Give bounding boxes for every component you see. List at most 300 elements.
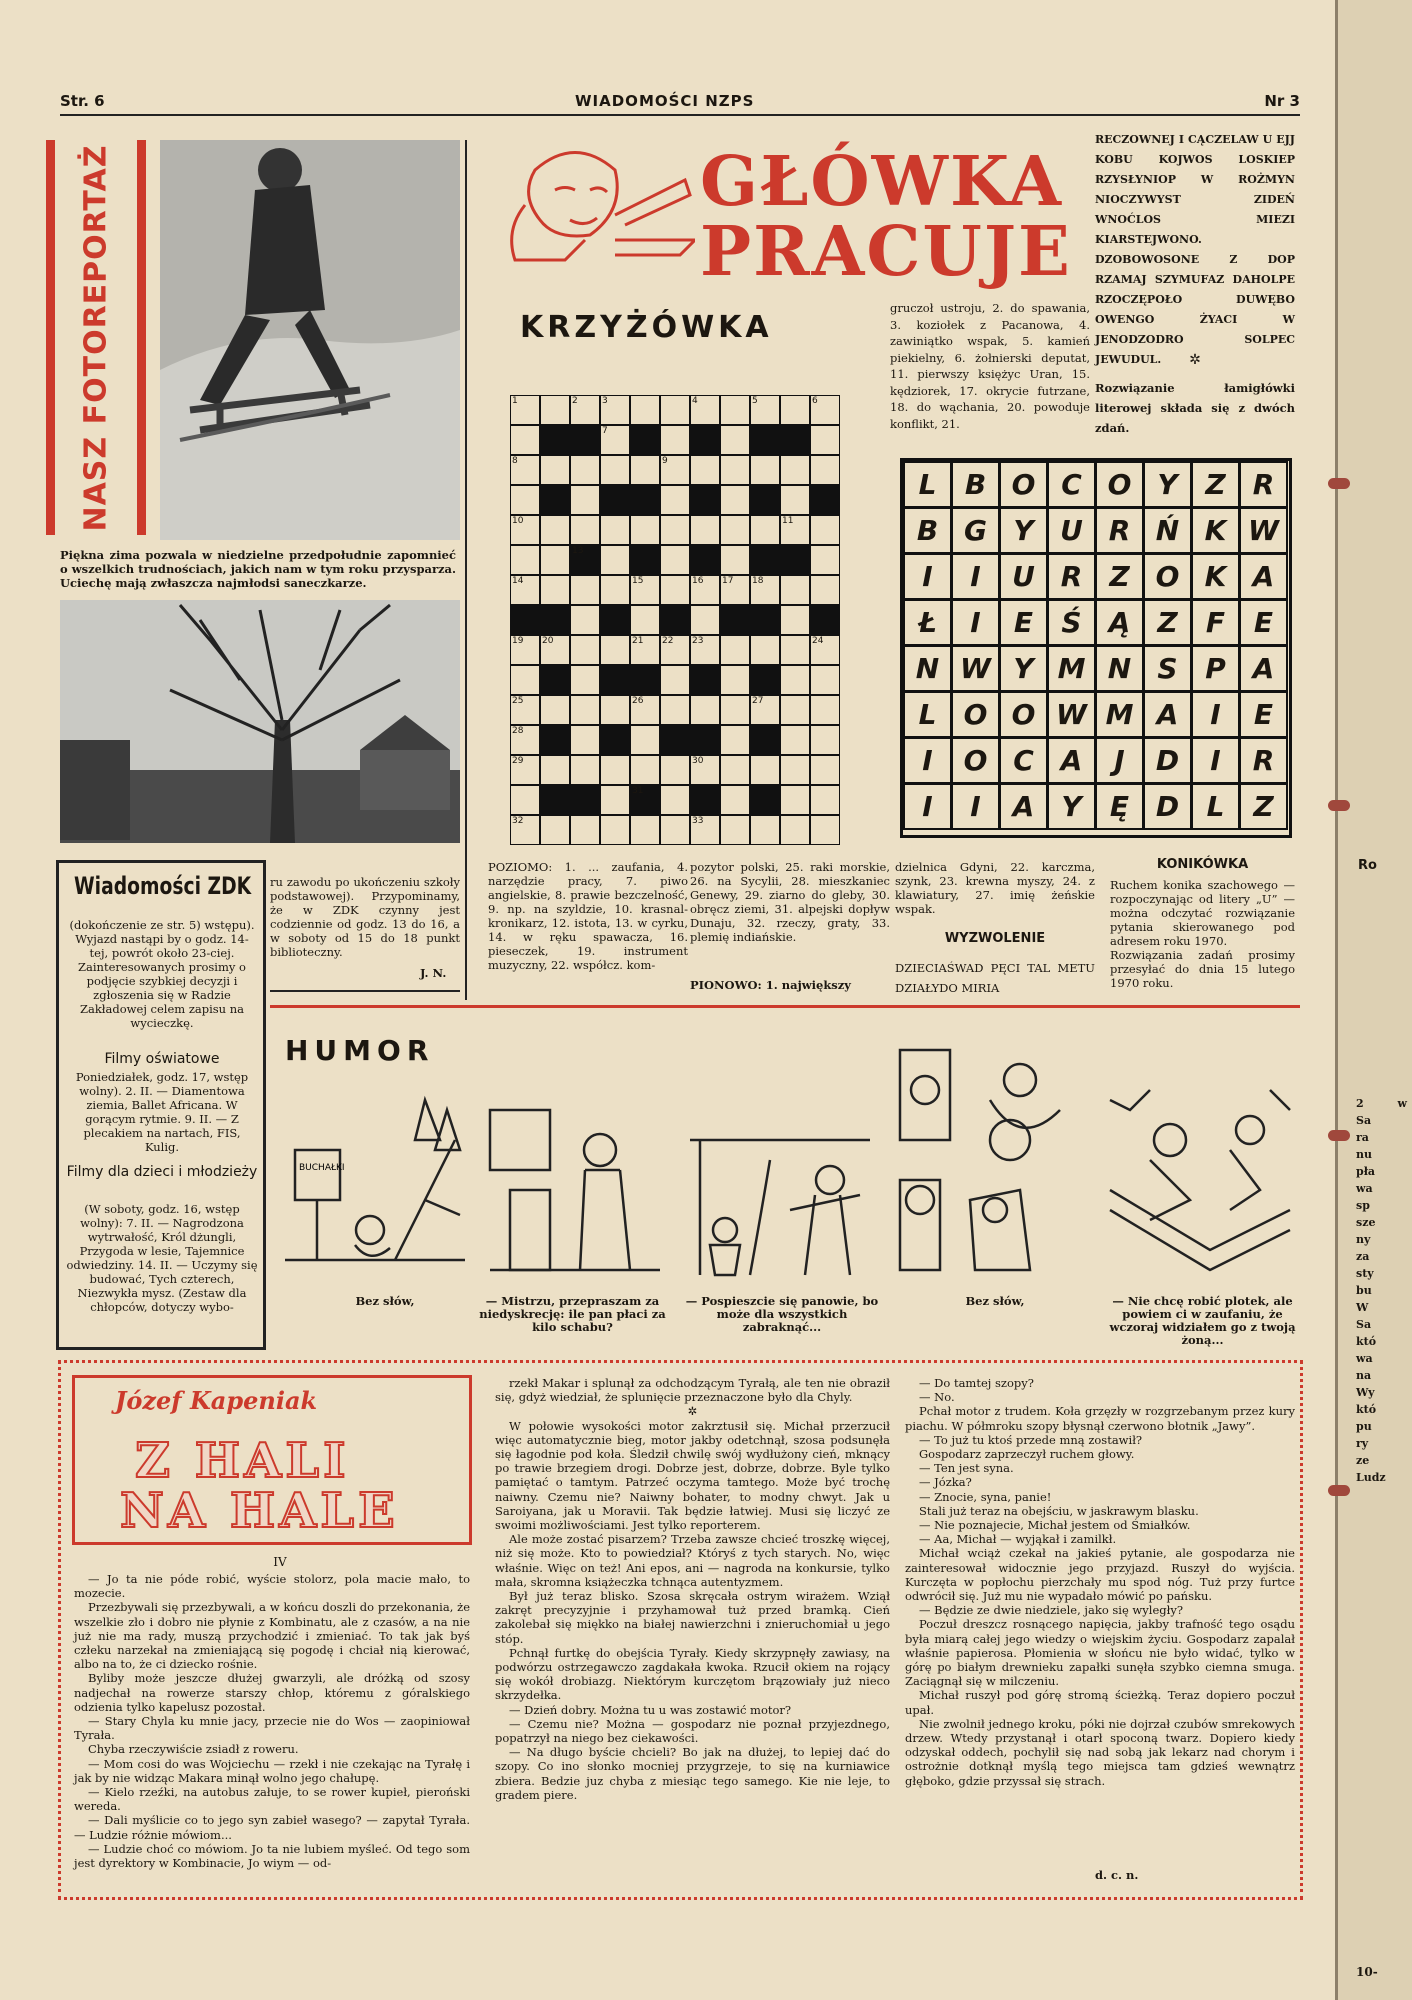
- letter-cell[interactable]: Ł: [903, 599, 952, 646]
- humor-caption-1: Bez słów,: [355, 1294, 415, 1308]
- letter-cell[interactable]: I: [951, 783, 1000, 830]
- letter-cell[interactable]: K: [1191, 553, 1240, 600]
- issue-number: Nr 3: [1264, 92, 1300, 110]
- letter-cell[interactable]: F: [1191, 599, 1240, 646]
- thinker-drawing: [495, 140, 695, 270]
- crossword-cell[interactable]: [690, 695, 720, 725]
- letter-cell[interactable]: I: [903, 783, 952, 830]
- crossword-cell[interactable]: [630, 395, 660, 425]
- letter-cell[interactable]: I: [1191, 737, 1240, 784]
- crossword-cell[interactable]: [780, 665, 810, 695]
- crossword-block: [690, 425, 720, 455]
- crossword-number: 21: [632, 636, 644, 646]
- cipher-star: ✲: [1189, 352, 1201, 368]
- svg-text:BUCHAŁKI: BUCHAŁKI: [299, 1163, 345, 1173]
- zdk-sign: J. N.: [420, 966, 447, 980]
- letter-cell[interactable]: Ń: [1143, 507, 1192, 554]
- crossword-block: [600, 485, 630, 515]
- binder-hole: [1328, 1485, 1350, 1496]
- crossword-cell[interactable]: [660, 755, 690, 785]
- crossword-number: 15: [632, 576, 644, 586]
- crossword-cell[interactable]: [720, 635, 750, 665]
- crossword-block: [750, 545, 780, 575]
- crossword-cell[interactable]: [660, 545, 690, 575]
- crossword-cell[interactable]: [570, 755, 600, 785]
- crossword-cell[interactable]: [750, 815, 780, 845]
- letter-cell[interactable]: R: [1239, 461, 1288, 508]
- header-rule: [60, 114, 1300, 116]
- story-paragraph: W połowie wysokości motor zakrztusił się. Michał przerzucił więc automatycznie bieg, motor jakby odetchnął, szosa podsunęła się łagodnie pod koła. Śledził chwilę swój wydłużony cień, mknący po trawie brzegiem drogi. Dobrze jest, dobrze, dobrze. Byle tylko pamiętać o tamtym. Patrzeć oczyma tamtego. Może być trochę naiwny. Czemu nie? Naiwny bohater, to modny chwyt. Jak u Saroiyana, jak u Moravii. Tak będzie łatwiej. Musi się liczyć ze swoimi możliwościami. Jest tylko reporterem.: [495, 1418, 890, 1533]
- letter-cell[interactable]: G: [951, 507, 1000, 554]
- story-title-1: Z HALI: [135, 1433, 350, 1489]
- crossword-cell[interactable]: [780, 455, 810, 485]
- crossword-cell[interactable]: [540, 695, 570, 725]
- crossword-cell[interactable]: [690, 515, 720, 545]
- crossword-number: 3: [602, 396, 608, 406]
- humor-caption-3: — Pospieszcie się panowie, bo może dla wszystkich zabraknąć...: [685, 1294, 879, 1334]
- crossword-cell[interactable]: [810, 665, 840, 695]
- letter-cell[interactable]: O: [951, 737, 1000, 784]
- letter-cell[interactable]: Y: [1047, 783, 1096, 830]
- zdk-col2-rule: [270, 990, 460, 992]
- clues-pionowo-top: gruczoł ustroju, 2. do spawania, 3. koziołek z Pacanowa, 4. zawiniątko wspak, 5. kamień piekielny, 6. żołnierski deputat, 11. pierwszy księżyc Uran, 15. kędziorek, 17. okrycie futrzane, 18. do wąchania, 20. powoduje konflikt, 21.: [890, 301, 1090, 431]
- crossword-cell[interactable]: [780, 695, 810, 725]
- zdk-col2: ru zawodu po ukończeniu szkoły podstawowej). Przypominamy, że w ZDK czynny jest codziennie od godz. 13 do 16, a w soboty od 15 do 18 punkt biblioteczny.: [270, 875, 460, 959]
- crossword-block: [750, 725, 780, 755]
- photo-caption: Piękna zima pozwala w niedzielne przedpołudnie zapomnieć o wszelkich trudnościach, jakich nam w tym roku przysparza. Uciechę mają zwłaszcza najmłodsi saneczkarze.: [60, 548, 456, 590]
- crossword-cell[interactable]: [720, 395, 750, 425]
- letter-cell[interactable]: E: [999, 599, 1048, 646]
- crossword-cell[interactable]: [750, 635, 780, 665]
- story-chapter: IV: [273, 1555, 287, 1569]
- letter-cell[interactable]: B: [951, 461, 1000, 508]
- crossword-number: 1: [512, 396, 518, 406]
- crossword-block: [660, 605, 690, 635]
- story-paragraph: — Na długo byście chcieli? Bo jak na dłużej, to lepiej dać do szopy. Co ino słonko mocniej przygrzeje, to się na kurniawice zbiera. Bedzie juz chyba z miesiąc tego samego. Kie nie leje, to gradem piere.: [495, 1745, 890, 1802]
- crossword-cell[interactable]: [630, 755, 660, 785]
- letter-cell[interactable]: Y: [999, 645, 1048, 692]
- letter-cell[interactable]: C: [1047, 461, 1096, 508]
- crossword-number: 11: [782, 516, 794, 526]
- crossword-cell[interactable]: [810, 575, 840, 605]
- crossword-cell[interactable]: [720, 545, 750, 575]
- clues-pionowo: PIONOWO: 1. największy: [690, 978, 851, 992]
- crossword-cell[interactable]: [540, 515, 570, 545]
- crossword-number: 31: [632, 786, 644, 796]
- letter-cell[interactable]: I: [951, 599, 1000, 646]
- story-paragraph: Michał ruszył pod górę stromą ścieżką. Teraz dopiero poczuł upał.: [905, 1688, 1295, 1717]
- crossword-cell[interactable]: [600, 785, 630, 815]
- crossword-block: [690, 785, 720, 815]
- crossword-cell[interactable]: [630, 455, 660, 485]
- letter-cell[interactable]: P: [1191, 645, 1240, 692]
- konikowka-deadline: Rozwiązania zadań prosimy przesyłać do dnia 15 lutego 1970 roku.: [1110, 948, 1295, 990]
- story-paragraph: Przezbywali się przezbywali, a w końcu doszli do przekonania, że wszelkie zło i dobro nie płynie z Kombinatu, ale z czasów, a na nie już nie ma rady, muszą przychodzić i zmieniać. To tak jak byś człeku narzekał na zmieniającą się pogodę i chciał nią kierować, albo na to, że ci dziecko rośnie.: [74, 1600, 470, 1672]
- crossword-cell[interactable]: [810, 725, 840, 755]
- story-paragraph: — Ten jest syna.: [919, 1461, 1014, 1476]
- crossword-block: [750, 605, 780, 635]
- binder-hole: [1328, 478, 1350, 489]
- crossword-number: 22: [662, 636, 674, 646]
- crossword-block: [810, 605, 840, 635]
- humor-top-rule: [270, 1005, 1300, 1008]
- letter-cell[interactable]: E: [1239, 599, 1288, 646]
- edge-text-strip: 2 w Sa ra nu pła wa sp sze ny za sty bu W Sa któ wa na Wy któ pu ry ze Ludz: [1356, 1097, 1407, 1484]
- edge-text-bottom: 10-: [1356, 1965, 1378, 1979]
- crossword-cell[interactable]: [750, 515, 780, 545]
- letter-cell[interactable]: L: [903, 461, 952, 508]
- crossword-cell[interactable]: [540, 755, 570, 785]
- crossword-number: 24: [812, 636, 824, 646]
- crossword-cell[interactable]: [810, 425, 840, 455]
- story-paragraph: — Dzień dobry. Można tu u was zostawić motor?: [509, 1702, 792, 1717]
- letter-cell[interactable]: O: [1143, 553, 1192, 600]
- crossword-cell[interactable]: [510, 545, 540, 575]
- humor-caption-2: — Mistrzu, przepraszam za niedyskrecję: ile pan płaci za kilo schabu?: [479, 1294, 666, 1334]
- letter-cell[interactable]: E: [1239, 691, 1288, 738]
- crossword-cell[interactable]: [570, 695, 600, 725]
- crossword-cell[interactable]: [720, 815, 750, 845]
- story-sign: d. c. n.: [1095, 1868, 1139, 1882]
- letter-cell[interactable]: B: [903, 507, 952, 554]
- letter-cell[interactable]: M: [1047, 645, 1096, 692]
- crossword-cell[interactable]: [660, 425, 690, 455]
- letter-cell[interactable]: R: [1095, 507, 1144, 554]
- cartoon-2: [480, 1090, 670, 1280]
- letter-cell[interactable]: W: [1047, 691, 1096, 738]
- crossword-cell[interactable]: [810, 815, 840, 845]
- crossword-cell[interactable]: [660, 785, 690, 815]
- crossword-cell[interactable]: [720, 665, 750, 695]
- glowka-title-1: GŁÓWKA: [700, 142, 1064, 222]
- crossword-cell[interactable]: [720, 755, 750, 785]
- crossword-block: [810, 485, 840, 515]
- letter-cell[interactable]: O: [999, 461, 1048, 508]
- crossword-number: 26: [632, 696, 644, 706]
- red-bar: [137, 140, 146, 535]
- crossword-cell[interactable]: [540, 395, 570, 425]
- letter-cell[interactable]: R: [1239, 737, 1288, 784]
- crossword-cell[interactable]: [780, 605, 810, 635]
- crossword-cell[interactable]: [570, 725, 600, 755]
- paper-title: WIADOMOŚCI NZPS: [575, 92, 755, 110]
- crossword-block: [570, 785, 600, 815]
- crossword-number: 8: [512, 456, 518, 466]
- crossword-cell[interactable]: [750, 455, 780, 485]
- crossword-cell[interactable]: [810, 755, 840, 785]
- letter-cell[interactable]: I: [951, 553, 1000, 600]
- crossword-cell[interactable]: [780, 395, 810, 425]
- story-paragraph: — Józka?: [919, 1475, 972, 1490]
- letter-cell[interactable]: Ą: [1095, 599, 1144, 646]
- crossword-cell[interactable]: [630, 515, 660, 545]
- letter-cell[interactable]: Z: [1143, 599, 1192, 646]
- crossword-cell[interactable]: [510, 425, 540, 455]
- binder-hole: [1328, 1130, 1350, 1141]
- story-paragraph: — Dali myślicie co to jego syn zabieł wasego? — zapytał Tyrała. — Ludzie różnie mówiom...: [74, 1813, 470, 1842]
- crossword-cell[interactable]: [600, 755, 630, 785]
- story-paragraph: — Aa, Michał — wyjąkał i zamilkł.: [919, 1532, 1117, 1547]
- letter-cell[interactable]: I: [903, 553, 952, 600]
- letter-cell[interactable]: Z: [1095, 553, 1144, 600]
- crossword-cell[interactable]: [720, 785, 750, 815]
- crossword-cell[interactable]: [720, 455, 750, 485]
- crossword-cell[interactable]: [540, 575, 570, 605]
- letter-cell[interactable]: I: [1191, 691, 1240, 738]
- crossword-cell[interactable]: [750, 755, 780, 785]
- crossword-cell[interactable]: [780, 725, 810, 755]
- crossword-number: 30: [692, 756, 704, 766]
- crossword-cell[interactable]: [660, 395, 690, 425]
- story-paragraph: — Mom cosi do was Wojciechu — rzekł i nie czekając na Tyrałę i jak by nie widząc Makara minął wolno jego chałupę.: [74, 1756, 470, 1785]
- crossword-cell[interactable]: [600, 815, 630, 845]
- letter-cell[interactable]: A: [1047, 737, 1096, 784]
- crossword-block: [630, 545, 660, 575]
- crossword-number: 16: [692, 576, 704, 586]
- story-paragraph: — Stary Chyla ku mnie jacy, przecie nie do Wos — zaopiniował Tyrała.: [74, 1714, 470, 1743]
- crossword-cell[interactable]: [570, 605, 600, 635]
- letter-cell[interactable]: Y: [999, 507, 1048, 554]
- crossword-number: 10: [512, 516, 524, 526]
- letter-cell[interactable]: A: [1239, 645, 1288, 692]
- letter-cell[interactable]: C: [999, 737, 1048, 784]
- letter-cell[interactable]: A: [1143, 691, 1192, 738]
- letter-cell[interactable]: N: [903, 645, 952, 692]
- story-paragraph: Gospodarz zaprzeczył ruchem głowy.: [919, 1447, 1135, 1462]
- humor-caption-4: Bez słów,: [965, 1294, 1025, 1308]
- humor-caption-5: — Nie chcę robić plotek, ale powiem ci w zaufaniu, że wczoraj widziałem go z twoją żoną...: [1109, 1294, 1296, 1347]
- letter-cell[interactable]: J: [1095, 737, 1144, 784]
- konikowka-title: KONIKÓWKA: [1156, 857, 1249, 872]
- crossword-cell[interactable]: [720, 695, 750, 725]
- crossword-number: 33: [692, 816, 704, 826]
- story-paragraph: — Nie poznajecie, Michał jestem od Śmiałków.: [919, 1518, 1191, 1533]
- story-paragraph: ✲: [687, 1404, 698, 1419]
- story-column-1: [74, 1572, 470, 1870]
- crossword-block: [540, 425, 570, 455]
- letter-cell[interactable]: Ś: [1047, 599, 1096, 646]
- letter-cell[interactable]: K: [1191, 507, 1240, 554]
- crossword-cell[interactable]: [510, 665, 540, 695]
- crossword-cell[interactable]: [660, 665, 690, 695]
- crossword-cell[interactable]: [780, 815, 810, 845]
- letter-cell[interactable]: S: [1143, 645, 1192, 692]
- crossword-number: 6: [812, 396, 818, 406]
- letter-cell[interactable]: U: [999, 553, 1048, 600]
- story-paragraph: — Znocie, syna, panie!: [919, 1489, 1052, 1504]
- crossword-cell[interactable]: [810, 785, 840, 815]
- crossword-cell[interactable]: [810, 695, 840, 725]
- cartoon-1: [275, 1080, 475, 1280]
- crossword-block: [630, 485, 660, 515]
- story-paragraph: — No.: [919, 1390, 955, 1405]
- page-number: Str. 6: [60, 92, 105, 110]
- letter-cell[interactable]: Y: [1143, 461, 1192, 508]
- crossword-block: [720, 605, 750, 635]
- konikowka-text: Ruchem konika szachowego — rozpoczynając od litery „U” — można odczytać rozwiązanie pytania skierowanego pod adresem roku 1970.: [1110, 878, 1295, 948]
- humor-title: HUMOR: [285, 1034, 435, 1067]
- crossword-cell[interactable]: [690, 455, 720, 485]
- crossword-cell[interactable]: [600, 455, 630, 485]
- story-column-2: [495, 1376, 890, 1802]
- crossword-cell[interactable]: [720, 515, 750, 545]
- story-paragraph: — Ludzie choć co mówiom. Jo ta nie lubiem myśleć. Od tego som jest dyrektory w Kombinacie, Jo wiym — od-: [74, 1841, 470, 1871]
- crossword-cell[interactable]: [630, 605, 660, 635]
- crossword-grid[interactable]: [510, 395, 870, 825]
- crossword-block: [540, 665, 570, 695]
- story-paragraph: Chyba rzeczywiście zsiadł z roweru.: [88, 1742, 299, 1757]
- crossword-number: 29: [512, 756, 524, 766]
- crossword-cell[interactable]: [630, 815, 660, 845]
- clues-poziomo-3: dzielnica Gdyni, 22. karczma, szynk, 23. krewna myszy, 24. z klawiatury, 27. imię żeńskie wspak.: [895, 860, 1095, 916]
- crossword-cell[interactable]: [780, 575, 810, 605]
- crossword-block: [540, 785, 570, 815]
- crossword-number: 18: [752, 576, 764, 586]
- crossword-cell[interactable]: [600, 575, 630, 605]
- crossword-number: 23: [692, 636, 704, 646]
- crossword-cell[interactable]: [690, 605, 720, 635]
- crossword-cell[interactable]: [810, 515, 840, 545]
- story-author: Józef Kapeniak: [115, 1386, 318, 1415]
- crossword-cell[interactable]: [660, 575, 690, 605]
- crossword-cell[interactable]: [810, 545, 840, 575]
- crossword-number: 7: [602, 426, 608, 436]
- crossword-cell[interactable]: [510, 485, 540, 515]
- crossword-cell[interactable]: [600, 695, 630, 725]
- crossword-block: [660, 725, 690, 755]
- crossword-number: 32: [512, 816, 524, 826]
- winter-tree-photo: [60, 600, 460, 843]
- crossword-cell[interactable]: [660, 515, 690, 545]
- letter-cell[interactable]: O: [951, 691, 1000, 738]
- letter-cell[interactable]: O: [1095, 461, 1144, 508]
- crossword-block: [600, 605, 630, 635]
- crossword-cell[interactable]: [660, 815, 690, 845]
- crossword-number: 4: [692, 396, 698, 406]
- letter-cell[interactable]: I: [903, 737, 952, 784]
- crossword-cell[interactable]: [540, 545, 570, 575]
- crossword-block: [690, 545, 720, 575]
- story-column-3: [905, 1376, 1295, 1788]
- crossword-block: [510, 605, 540, 635]
- clues-poziomo-2: pozytor polski, 25. raki morskie, 26. na Sycylii, 28. mieszkaniec Genewy, 29. ziarno do gleby, 30. obręcz ziemi, 31. alpejski dopływ Dunaju, 32. rzeczy, graty, 33. plemię indiańskie.: [690, 860, 890, 944]
- letter-cell[interactable]: D: [1143, 783, 1192, 830]
- crossword-cell[interactable]: [570, 515, 600, 545]
- letter-cell[interactable]: A: [1239, 553, 1288, 600]
- letter-cell[interactable]: Ę: [1095, 783, 1144, 830]
- crossword-cell[interactable]: [540, 815, 570, 845]
- story-paragraph: — Czemu nie? Można — gospodarz nie poznał przyjezdnego, popatrzył na niego bez ciekawości.: [495, 1716, 890, 1746]
- crossword-cell[interactable]: [600, 545, 630, 575]
- crossword-cell[interactable]: [630, 725, 660, 755]
- column-rule: [465, 140, 467, 1000]
- crossword-block: [780, 425, 810, 455]
- letter-cell[interactable]: Z: [1239, 783, 1288, 830]
- zdk-title: Wiadomości ZDK: [74, 872, 252, 900]
- crossword-cell[interactable]: [510, 785, 540, 815]
- story-paragraph: Pchał motor z trudem. Koła grzęzły w rozgrzebanym przez kury piachu. W półmroku szopy błysnął czerwono błotnik „Jawy”.: [905, 1404, 1295, 1433]
- crossword-number: 17: [722, 576, 734, 586]
- zdk-kids-title: Filmy dla dzieci i młodzieży: [66, 1164, 258, 1180]
- crossword-block: [600, 665, 630, 695]
- crossword-number: 13: [572, 546, 584, 556]
- crossword-number: 25: [512, 696, 524, 706]
- crossword-block: [570, 425, 600, 455]
- letter-cell[interactable]: R: [1047, 553, 1096, 600]
- crossword-cell[interactable]: [570, 455, 600, 485]
- crossword-cell[interactable]: [720, 485, 750, 515]
- binder-hole: [1328, 800, 1350, 811]
- fotoreportaz-title: NASZ FOTOREPORTAŻ: [78, 143, 114, 532]
- crossword-number: 19: [512, 636, 524, 646]
- next-page-edge: [1335, 0, 1412, 2000]
- letter-cell[interactable]: N: [1095, 645, 1144, 692]
- crossword-cell[interactable]: [600, 515, 630, 545]
- story-paragraph: — Jo ta nie póde robić, wyście stolorz, pola macie mało, to mozecie.: [74, 1572, 470, 1601]
- crossword-block: [600, 725, 630, 755]
- crossword-cell[interactable]: [720, 725, 750, 755]
- story-paragraph: Byliby może jeszcze dłużej gwarzyli, ale dróżką od szosy nadjechał na rowerze starszy chłop, któremu z góralskiego odzienia tylko kapelusz pozostał.: [74, 1671, 470, 1714]
- crossword-block: [750, 425, 780, 455]
- story-title-2: NA HALE: [120, 1483, 399, 1539]
- story-paragraph: Poczuł dreszcz rosnącego napięcia, jakby trafność tego osądu była miarą całej jego wiedzy o wiejskim życiu. Gospodarz zapalał właśnie papierosa. Płomienia w słońcu nie było widać, tylko w górę po białym drewnieku zapałki sunęła szybko ciemna smuga. Zaciągnął się w milczeniu.: [905, 1617, 1295, 1689]
- crossword-number: 27: [752, 696, 764, 706]
- crossword-block: [690, 485, 720, 515]
- crossword-cell[interactable]: [570, 575, 600, 605]
- lamiglowka-note: Rozwiązanie łamigłówki literowej składa się z dwóch zdań.: [1095, 381, 1295, 435]
- crossword-cell[interactable]: [780, 755, 810, 785]
- letter-cell[interactable]: O: [999, 691, 1048, 738]
- crossword-cell[interactable]: [570, 485, 600, 515]
- letter-cell[interactable]: A: [999, 783, 1048, 830]
- crossword-cell[interactable]: [810, 455, 840, 485]
- zdk-films-body: Poniedziałek, godz. 17, wstęp wolny). 2. II. — Diamentowa ziemia, Ballet Africana. W gorącym rytmie. 9. II. — Z plecakiem na nartach, FIS, Kulig.: [75, 1070, 249, 1154]
- crossword-number: 2: [572, 396, 578, 406]
- zdk-films-title: Filmy oświatowe: [104, 1051, 220, 1067]
- letter-cell[interactable]: L: [1191, 783, 1240, 830]
- cartoon-4: [880, 1040, 1080, 1280]
- crossword-cell[interactable]: [570, 635, 600, 665]
- story-paragraph: — To już tu ktoś przede mną zostawił?: [919, 1432, 1143, 1447]
- crossword-cell[interactable]: [660, 695, 690, 725]
- crossword-cell[interactable]: [780, 785, 810, 815]
- letter-cell[interactable]: M: [1095, 691, 1144, 738]
- letter-puzzle-grid[interactable]: [900, 458, 1292, 838]
- story-paragraph: Był już teraz blisko. Szosa skręcała ostrym wirażem. Wziął zakręt precyzyjnie i przyhamował tuż przed bramką. Cień zakolebał się miękko na białej nawierzchni i znieruchomiał u jego stóp.: [495, 1589, 890, 1646]
- crossword-cell[interactable]: [600, 635, 630, 665]
- story-title-box: [72, 1375, 472, 1545]
- story-paragraph: Ale może zostać pisarzem? Trzeba zawsze chcieć troszkę więcej, niż się może. Kto to powiedział? Któryś z tych starych. No, więc właśnie. Więc on też! Ani epos, ani — nagroda na konkursie, tylko mała, skromna książeczka tchnąca autentyzmem.: [495, 1532, 890, 1589]
- zdk-kids-body: (W soboty, godz. 16, wstęp wolny): 7. II. — Nagrodzona wytrwałość, Król dżungli, Przygoda w lesie, Tajemnice odwiedziny. 14. II. — Uczymy się budować, Tych czterech, Niezwykła mysz. (Zestaw dla chłopców, dotyczy wybo-: [66, 1202, 258, 1314]
- wyzwolenie-title: WYZWOLENIE: [944, 931, 1046, 946]
- crossword-cell[interactable]: [570, 815, 600, 845]
- letter-cell[interactable]: Z: [1191, 461, 1240, 508]
- story-paragraph: — Do tamtej szopy?: [919, 1376, 1034, 1390]
- crossword-block: [690, 665, 720, 695]
- crossword-cell[interactable]: [780, 635, 810, 665]
- edge-text-ro: Ro: [1358, 858, 1377, 873]
- crossword-cell[interactable]: [720, 425, 750, 455]
- letter-cell[interactable]: U: [1047, 507, 1096, 554]
- letter-cell[interactable]: L: [903, 691, 952, 738]
- crossword-cell[interactable]: [660, 485, 690, 515]
- letter-cell[interactable]: W: [951, 645, 1000, 692]
- crossword-cell[interactable]: [570, 665, 600, 695]
- letter-cell[interactable]: W: [1239, 507, 1288, 554]
- crossword-cell[interactable]: [540, 455, 570, 485]
- letter-cell[interactable]: D: [1143, 737, 1192, 784]
- crossword-cell[interactable]: [780, 485, 810, 515]
